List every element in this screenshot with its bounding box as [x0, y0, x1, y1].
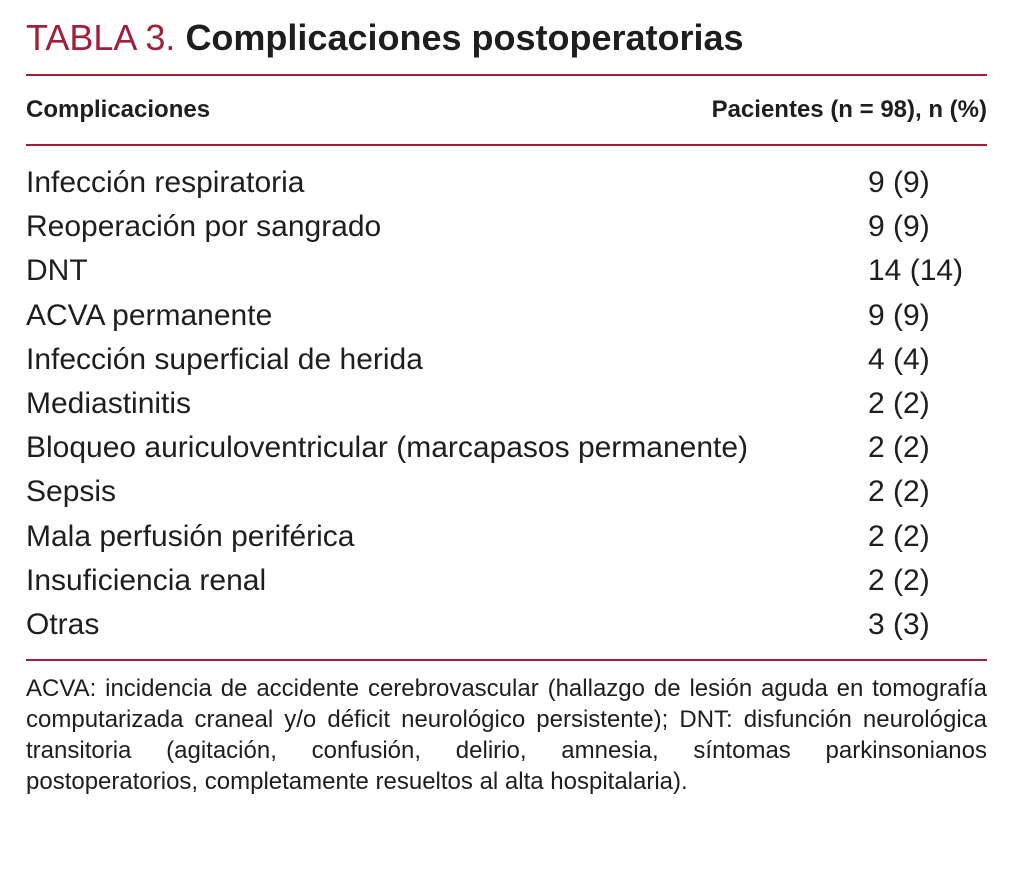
table-row — [26, 426, 987, 470]
table-row — [26, 382, 987, 426]
table-caption: Complicaciones postoperatorias — [185, 17, 744, 58]
row-value: 9 (9) — [868, 298, 930, 332]
table-row — [26, 294, 987, 338]
row-value: 9 (9) — [868, 166, 930, 199]
row-value: 2 (2) — [868, 563, 930, 597]
row-value: 2 (2) — [868, 386, 930, 420]
row-label: Sepsis — [26, 475, 117, 509]
row-label: DNT — [26, 254, 88, 288]
row-label: Infección respiratoria — [26, 166, 305, 199]
table-row — [26, 603, 987, 647]
table-number: TABLA 3. — [26, 17, 176, 58]
row-label: Bloqueo auriculoventricular (marcapasos permanente) — [26, 431, 749, 465]
table-footnote: ACVA: incidencia de accidente cerebrovascular (hallazgo de lesión aguda en tomografía computarizada craneal y/o déficit neurológico persistente); DNT: disfunción neurológica transitoria (agitación, confusión, delirio, amnesia, síntomas parkinsonianos postoperatorios, completamente resueltos al alta hospitalaria). — [26, 675, 987, 795]
header-complications: Complicaciones — [26, 96, 211, 123]
row-value: 3 (3) — [868, 607, 930, 641]
row-value: 2 (2) — [868, 475, 930, 509]
top-rule — [26, 74, 987, 76]
row-label: Mala perfusión periférica — [26, 519, 355, 553]
row-label: Mediastinitis — [26, 386, 192, 420]
table-row — [26, 338, 987, 382]
table-row — [26, 559, 987, 603]
table-title — [26, 16, 744, 60]
bottom-rule — [26, 659, 987, 661]
header-rule — [26, 144, 987, 146]
table-row — [26, 161, 987, 205]
row-value: 2 (2) — [868, 431, 930, 465]
row-value: 9 (9) — [868, 210, 930, 244]
row-label: ACVA permanente — [26, 298, 273, 332]
table-row — [26, 249, 987, 293]
row-label: Infección superficial de herida — [26, 342, 423, 376]
row-value: 4 (4) — [868, 342, 930, 376]
row-label: Reoperación por sangrado — [26, 210, 382, 244]
table-body — [26, 161, 987, 647]
row-value: 14 (14) — [868, 254, 964, 288]
row-value: 2 (2) — [868, 519, 930, 553]
row-label: Insuficiencia renal — [26, 563, 267, 597]
table-row — [26, 470, 987, 514]
table-row — [26, 515, 987, 559]
table-row — [26, 205, 987, 249]
row-label: Otras — [26, 607, 100, 641]
header-patients: Pacientes (n = 98), n (%) — [711, 96, 987, 123]
